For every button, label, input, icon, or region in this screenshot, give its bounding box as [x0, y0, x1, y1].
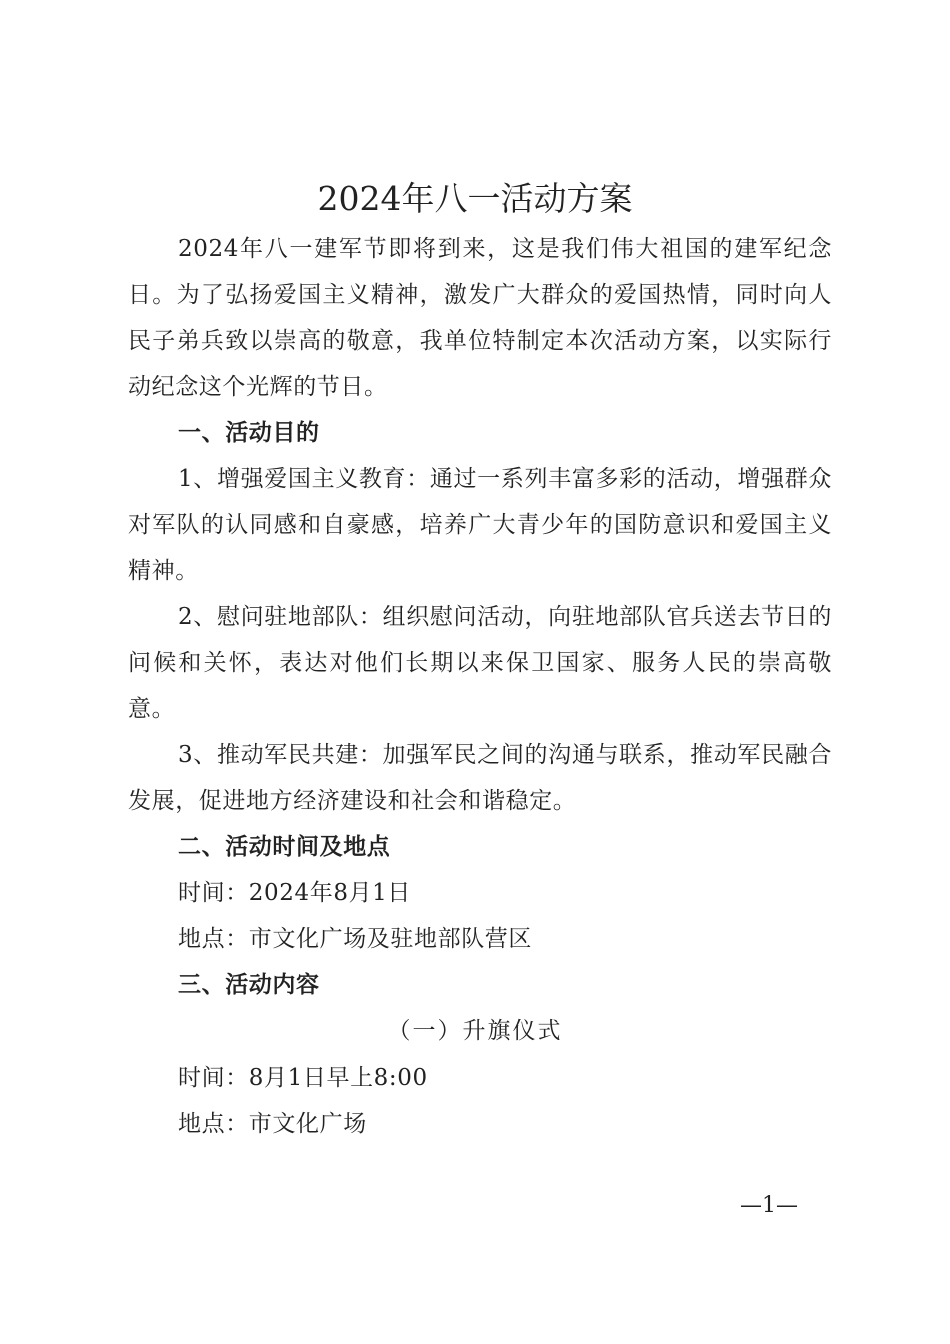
flag-raising-place: 地点：市文化广场	[178, 1111, 367, 1137]
page-number: —1—	[740, 1193, 798, 1218]
flag-raising-time: 时间：8月1日早上8:00	[178, 1065, 428, 1091]
purpose-item-2: 2、慰问驻地部队：组织慰问活动，向驻地部队官兵送去节日的问候和关怀，表达对他们长期以来保卫国家、服务人民的崇高敬意。	[128, 604, 832, 722]
purpose-item-1: 1、增强爱国主义教育：通过一系列丰富多彩的活动，增强群众对军队的认同感和自豪感，培养广大青少年的国防意识和爱国主义精神。	[128, 466, 832, 584]
section-heading-time-place: 二、活动时间及地点	[178, 834, 391, 860]
section-heading-purpose: 一、活动目的	[178, 420, 320, 446]
activity-place: 地点：市文化广场及驻地部队营区	[178, 926, 532, 952]
subheading-flag-raising: （一）升旗仪式	[387, 1018, 563, 1044]
section-heading-content: 三、活动内容	[178, 972, 320, 998]
purpose-item-3: 3、推动军民共建：加强军民之间的沟通与联系，推动军民融合发展，促进地方经济建设和社会和谐稳定。	[128, 742, 832, 814]
activity-time: 时间：2024年8月1日	[178, 880, 411, 906]
document-title: 2024年八一活动方案	[317, 179, 633, 218]
intro-paragraph: 2024年八一建军节即将到来，这是我们伟大祖国的建军纪念日。为了弘扬爱国主义精神，激发广大群众的爱国热情，同时向人民子弟兵致以崇高的敬意，我单位特制定本次活动方案，以实际行动纪念这个光辉的节日。	[128, 236, 832, 400]
